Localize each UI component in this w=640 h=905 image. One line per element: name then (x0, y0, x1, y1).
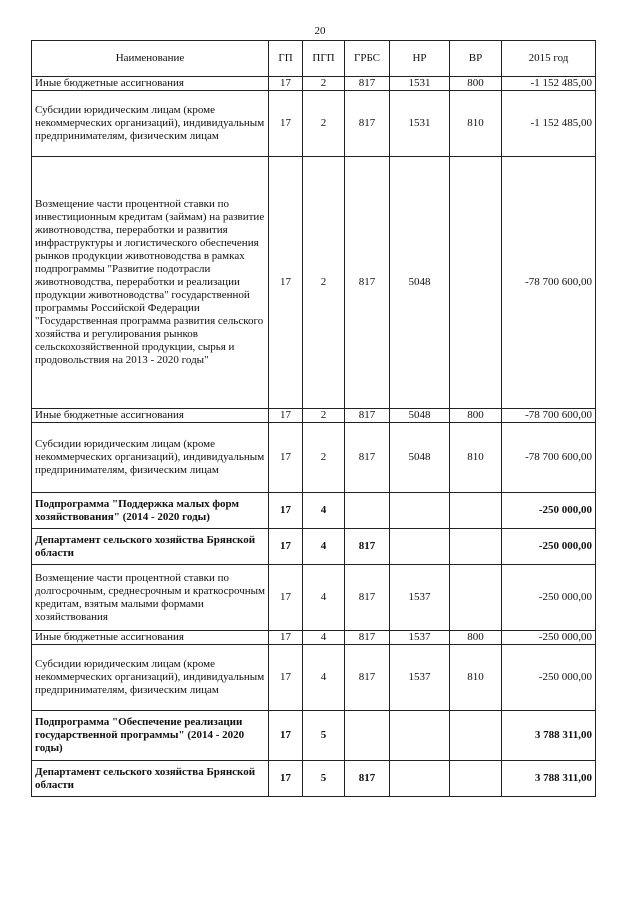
cell-pgp: 4 (303, 565, 345, 631)
cell-name: Иные бюджетные ассигнования (32, 77, 269, 91)
header-pgp: ПГП (303, 41, 345, 77)
cell-name: Субсидии юридическим лицам (кроме некоммерческих организаций), индивидуальным предпринимателям, физическим лицам (32, 91, 269, 157)
cell-pgp: 4 (303, 493, 345, 529)
cell-amount: 3 788 311,00 (502, 711, 596, 761)
cell-pgp: 4 (303, 631, 345, 645)
cell-amount: -78 700 600,00 (502, 409, 596, 423)
header-vr: ВР (450, 41, 502, 77)
cell-name: Департамент сельского хозяйства Брянской области (32, 761, 269, 797)
cell-name: Возмещение части процентной ставки по инвестиционным кредитам (займам) на развитие животноводства, переработки и развития инфраструктуры и логистического обеспечения рынков продукции животноводства в рамках подпрограммы "Развитие подотрасли животноводства, переработки и реализации продукции животноводства" государственной программы Российской Федерации "Государственная программа развития сельского хозяйства и регулирования рынков сельскохозяйственной продукции, сырья и продовольствия на 2013 - 2020 годы" (32, 157, 269, 409)
table-row (32, 77, 596, 91)
cell-vr: 810 (450, 423, 502, 493)
cell-vr (450, 529, 502, 565)
cell-pgp: 2 (303, 91, 345, 157)
header-grbs: ГРБС (345, 41, 390, 77)
table-row (32, 91, 596, 157)
cell-gp: 17 (269, 423, 303, 493)
cell-grbs: 817 (345, 157, 390, 409)
header-nr: НР (390, 41, 450, 77)
cell-name: Возмещение части процентной ставки по долгосрочным, среднесрочным и краткосрочным кредитам, взятым малыми формами хозяйствования (32, 565, 269, 631)
cell-name: Субсидии юридическим лицам (кроме некоммерческих организаций), индивидуальным предпринимателям, физическим лицам (32, 423, 269, 493)
cell-amount: -78 700 600,00 (502, 423, 596, 493)
cell-grbs: 817 (345, 529, 390, 565)
header-gp: ГП (269, 41, 303, 77)
cell-gp: 17 (269, 631, 303, 645)
cell-pgp: 2 (303, 157, 345, 409)
table-row (32, 761, 596, 797)
cell-vr: 800 (450, 631, 502, 645)
header-row (32, 41, 596, 77)
budget-table (31, 40, 596, 797)
cell-amount: -250 000,00 (502, 529, 596, 565)
cell-nr: 5048 (390, 409, 450, 423)
cell-pgp: 4 (303, 645, 345, 711)
cell-gp: 17 (269, 645, 303, 711)
cell-grbs: 817 (345, 91, 390, 157)
cell-gp: 17 (269, 157, 303, 409)
cell-vr (450, 565, 502, 631)
cell-pgp: 2 (303, 423, 345, 493)
cell-grbs: 817 (345, 77, 390, 91)
cell-vr: 810 (450, 645, 502, 711)
cell-name: Иные бюджетные ассигнования (32, 631, 269, 645)
cell-vr: 800 (450, 77, 502, 91)
cell-pgp: 5 (303, 711, 345, 761)
cell-vr (450, 761, 502, 797)
cell-name: Департамент сельского хозяйства Брянской области (32, 529, 269, 565)
cell-gp: 17 (269, 761, 303, 797)
cell-nr (390, 529, 450, 565)
table-row (32, 157, 596, 409)
table-row (32, 711, 596, 761)
cell-vr (450, 493, 502, 529)
cell-name: Субсидии юридическим лицам (кроме некоммерческих организаций), индивидуальным предпринимателям, физическим лицам (32, 645, 269, 711)
cell-amount: -250 000,00 (502, 565, 596, 631)
cell-nr: 5048 (390, 423, 450, 493)
cell-grbs: 817 (345, 409, 390, 423)
cell-gp: 17 (269, 77, 303, 91)
cell-pgp: 5 (303, 761, 345, 797)
table-row (32, 423, 596, 493)
cell-nr: 1531 (390, 91, 450, 157)
table-row (32, 493, 596, 529)
table-row (32, 529, 596, 565)
table-row (32, 631, 596, 645)
cell-grbs: 817 (345, 565, 390, 631)
cell-nr: 1537 (390, 631, 450, 645)
cell-amount: -250 000,00 (502, 493, 596, 529)
table-row (32, 565, 596, 631)
cell-gp: 17 (269, 529, 303, 565)
cell-vr (450, 711, 502, 761)
table-row (32, 409, 596, 423)
cell-nr (390, 761, 450, 797)
cell-pgp: 4 (303, 529, 345, 565)
cell-grbs: 817 (345, 423, 390, 493)
cell-grbs: 817 (345, 631, 390, 645)
cell-amount: -250 000,00 (502, 645, 596, 711)
cell-grbs (345, 493, 390, 529)
cell-amount: -78 700 600,00 (502, 157, 596, 409)
cell-amount: -1 152 485,00 (502, 77, 596, 91)
table-row (32, 645, 596, 711)
cell-nr (390, 493, 450, 529)
cell-nr: 5048 (390, 157, 450, 409)
cell-nr: 1537 (390, 645, 450, 711)
cell-gp: 17 (269, 493, 303, 529)
cell-gp: 17 (269, 711, 303, 761)
cell-vr: 800 (450, 409, 502, 423)
cell-amount: -1 152 485,00 (502, 91, 596, 157)
cell-grbs: 817 (345, 645, 390, 711)
cell-amount: -250 000,00 (502, 631, 596, 645)
cell-grbs (345, 711, 390, 761)
header-name: Наименование (32, 41, 269, 77)
header-year: 2015 год (502, 41, 596, 77)
cell-pgp: 2 (303, 77, 345, 91)
cell-gp: 17 (269, 91, 303, 157)
cell-vr (450, 157, 502, 409)
page-number: 20 (314, 25, 326, 37)
cell-name: Подпрограмма "Обеспечение реализации государственной программы" (2014 - 2020 годы) (32, 711, 269, 761)
cell-grbs: 817 (345, 761, 390, 797)
cell-nr: 1531 (390, 77, 450, 91)
cell-gp: 17 (269, 565, 303, 631)
cell-name: Подпрограмма "Поддержка малых форм хозяйствования" (2014 - 2020 годы) (32, 493, 269, 529)
cell-name: Иные бюджетные ассигнования (32, 409, 269, 423)
cell-nr: 1537 (390, 565, 450, 631)
cell-pgp: 2 (303, 409, 345, 423)
cell-gp: 17 (269, 409, 303, 423)
cell-amount: 3 788 311,00 (502, 761, 596, 797)
cell-nr (390, 711, 450, 761)
cell-vr: 810 (450, 91, 502, 157)
